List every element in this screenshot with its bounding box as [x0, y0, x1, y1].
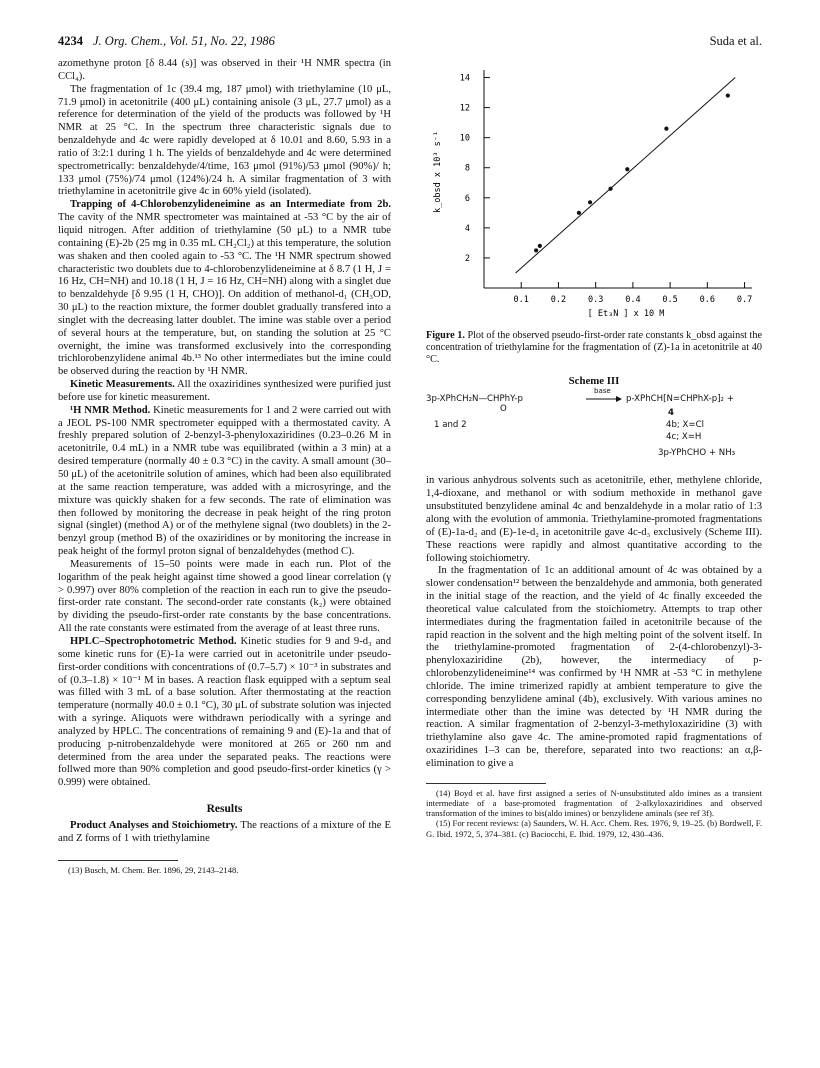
hplc-body: Kinetic studies for 9 and 9-d₃ and some kinetic runs for (E)-1a were carried out in acetonitrile under pseudo-first-order conditions with concentrations of (0.7–5.7) × 10⁻³ in substrates and of (0.3–1.8) × 10⁻¹ M in bases. A reaction flask equipped with a septum seal was filled with 3 mL of a base solution. After thermostating at the reaction temperature (normally 40.0 ± 0.1 °C), 30 μL of substrate solution was injected with a syringe. Aliquots were withdrawn periodically with a syringe and analyzed by HPLC. The concentrations of remaining 9 and (E)-1a and that of producing p-nitrobenzaldehyde were monitored at 265 or 260 nm and determined from the area under the separated peaks. The reactions were follwed more than 90% completion and good pseudo-first-order kinetics (γ > 0.999) were obtained.: [58, 635, 391, 789]
footnote-13: (13) Busch, M. Chem. Ber. 1896, 29, 2143–2148.: [68, 864, 239, 875]
kinetic-body: All the oxaziridines synthesized were purified just before use for kinetic measurement.: [58, 379, 391, 403]
y-ticks: [460, 74, 490, 264]
y-tick-label: 4: [464, 223, 470, 234]
page-number: 4234: [58, 34, 83, 48]
rate-constant-plot: [426, 60, 762, 322]
y-tick-label: 12: [459, 103, 470, 114]
x-tick-label: 0.7: [736, 295, 753, 305]
y-tick-label: 14: [459, 73, 470, 84]
footnote-15: (15) For recent reviews: (a) Saunders, W. H. Acc. Chem. Res. 1976, 9, 19–25. (b) Bordwell, F. G. Ibid. 1972, 5, 374–381. (c) Baciocchi, E. Ibid. 1979, 12, 430–436.: [426, 818, 762, 839]
scheme-oxygen: O: [500, 404, 507, 415]
figure-caption: [426, 330, 762, 367]
scheme-byproduct: 3p-YPhCHO + NH₃: [658, 448, 736, 459]
x-tick-label: 0.3: [587, 295, 604, 305]
scheme-title: Scheme III: [568, 374, 620, 387]
product-heading: Product Analyses and Stoichiometry.: [70, 819, 238, 831]
paragraph-continued: azomethyne proton [δ 8.44 (s)] was observed in their ¹H NMR spectra (in CCl₄).: [58, 58, 391, 82]
footnote-rule: [58, 860, 178, 861]
y-tick-label: 8: [464, 163, 470, 174]
figure-1: [426, 60, 762, 322]
product-body: The reactions of a mixture of the E and Z forms of 1 with triethylamine: [58, 819, 391, 844]
footnote-rule-right: [426, 783, 546, 784]
data-point: [608, 187, 612, 191]
fit-line: [516, 78, 736, 273]
data-point: [726, 93, 730, 97]
kinetic-heading: Kinetic Measurements.: [70, 379, 175, 391]
y-tick-label: 6: [464, 193, 470, 204]
left-column: [58, 58, 391, 875]
x-tick-label: 0.1: [513, 295, 529, 305]
data-points: [534, 93, 730, 252]
paragraph-hplc: [58, 636, 391, 790]
paragraph-trapping: [58, 199, 391, 379]
paragraph-right-2: In the fragmentation of 1c an additional amount of 4c was obtained by a slower condensation¹² between the benzaldehyde and ammonia, both generated in the initial stage of the reaction, and the yield of 4c finally exceeded the theoretical value calculated from the stoichiometry. Attempts to trap other intermediates during the fragmentation failed in acetonitrile because of the rapid reaction in the solvent and the high melting point of the solvent itself. In the triethylamine-promoted fragmentation of 2-(4-chlorobenzyl)-3-phenyloxaziridine (2b), however, the intermediacy of p-chlorobenzylideneimine¹⁴ was confirmed by ¹H NMR at -53 °C in methylene chloride. The imine trimerized rapidly at ambient temperature to give the corresponding benzylidene aminal (4b), exclusively. With various amines no intermediate other than the imine was detected by ¹H NMR during the reaction. A similar fragmentation of 2-benzyl-3-methyloxaziridine (3) with triethylamine also gave 4c. The amine-promoted rapid fragmentations of oxaziridines 1–3 can be, therefore, separated into two reactions: an α,β-elimination to give a: [426, 565, 762, 770]
scheme-label-4c: 4c; X=H: [666, 432, 702, 443]
x-tick-label: 0.2: [550, 295, 567, 305]
footnotes-left: [58, 865, 391, 875]
scheme-iii: [426, 387, 762, 475]
running-header: [58, 34, 762, 54]
paragraph-product-analyses: [58, 820, 391, 846]
scheme-label-4b: 4b; X=Cl: [666, 420, 705, 431]
scheme-arrow-label: base: [594, 387, 611, 396]
x-ticks: [514, 282, 753, 305]
journal-citation: J. Org. Chem., Vol. 51, No. 22, 1986: [93, 34, 275, 48]
hplc-heading: HPLC–Spectrophotometric Method.: [70, 635, 237, 647]
paragraph-right-1: in various anhydrous solvents such as acetonitrile, ether, methylene chloride, 1,4-dioxane, and methanol or with sodium methoxide in methanol gave unsubstituted benzylidene aminal 4c and benzaldehyde in a molar ratio of 1:3 along with the evolution of ammonia. Triethylamine-promoted fragmentations of (E)-1a-d₂ and (E)-1e-d₂ in acetonitrile gave 4c-d₃ exclusively (Scheme III). These reactions were rapidly and almost quantitative according to the following stoichiometry.: [426, 475, 762, 564]
x-tick-label: 0.4: [625, 295, 641, 305]
fit-line-group: [516, 78, 736, 273]
data-point: [588, 200, 592, 204]
caption-label: Figure 1.: [426, 330, 465, 341]
scheme-arrow: [586, 396, 622, 402]
paragraph-measurements: Measurements of 15–50 points were made in each run. Plot of the logarithm of the peak height against time showed a good linear correlation (γ > 0.997) over 80% completion of the reaction in each run to give the pseudo-first-order rate constant. The second-order rate constants (k₂) were obtained by dividing the pseudo-first-order rate constants by the base concentrations. All the rate constants were estimated from the average of at least three runs.: [58, 558, 391, 635]
y-tick-label: 10: [459, 133, 470, 144]
paragraph-nmr-method: [58, 405, 391, 559]
data-point: [664, 127, 668, 131]
data-point: [577, 211, 581, 215]
scheme-substrate-label: 1 and 2: [434, 420, 467, 431]
y-axis-label: k_obsd x 10³ s⁻¹: [433, 131, 443, 213]
paragraph-fragmentation: The fragmentation of 1c (39.4 mg, 187 μmol) with triethylamine (10 μL, 71.9 μmol) in acetonitrile (400 μL) containing anisole (3 μL, 27.7 μmol) as a reference for determination of the yield of the products was followed by ¹H NMR at 25 °C. In the spectrum three characteristic signals due to benzaldehyde and 4c were rapidly developed at δ 10.01 and 8.60, 5.93 in a ratio of 3:2:1 during 1 h. The yields of benzaldehyde and 4c were determined spectrometrically: benzaldehyde/4/time, 163 μmol (91%)/53 μmol (90%)/ h; 133 μmol (75%)/74 μmol (124%)/24 h. A similar fragmentation of 3 with triethylamine in acetonitrile give 4c in 60% yield (isolated).: [58, 83, 391, 198]
footnotes-right: [426, 788, 762, 839]
y-tick-label: 2: [464, 253, 470, 264]
nmr-heading: ¹H NMR Method.: [70, 404, 151, 416]
plot-axes: [484, 70, 752, 288]
paragraph-kinetic: [58, 379, 391, 405]
footnote-14: (14) Boyd et al. have first assigned a series of N-unsubstituted aldo imines as a transient intermediate of a base-promoted fragmentation of 2-alkyloxaziridines and observed transformation of the imines to bis(aldo imines) or benzylidene aminals (see ref 3f).: [426, 787, 762, 819]
trapping-heading: Trapping of 4-Chlorobenzylideneimine as an Intermediate from 2b.: [70, 199, 391, 211]
data-point: [625, 167, 629, 171]
scheme-label-4: 4: [668, 408, 674, 419]
scheme-product: p-XPhCH[N=CHPhX-p]₂ +: [626, 394, 734, 405]
results-heading: Results: [206, 803, 243, 816]
caption-text: Plot of the observed pseudo-first-order rate constants k_obsd against the concentration of triethylamine for the fragmentation of (Z)-1a in acetonitrile at 40 °C.: [426, 330, 762, 366]
scheme-reactant: 3p-XPhCH₂N—CHPhY-p: [426, 394, 523, 405]
nmr-body: Kinetic measurements for 1 and 2 were carried out with a JEOL PS-100 NMR spectrometer equipped with a thermostated cavity. A freshly prepared solution of 2-benzyl-3-phenyloxaziridines (0.23–0.26 M in acetonitrile, 0.4 mL) in a NMR tube was equilibrated (within a 3 min) at a desired temperature (normally 40 ± 0.3 °C) in the cavity. A small amount (30–50 μL) of the acetonitrile solution of amines, which had been also equilibrated at the same reaction temperature, was added with a microsyringe, and the mixture was quickly shaken for a few seconds. The rate of elimination was then followed by monitoring the decrease in peak height of the ring proton signal (singlet) (method A) or of the methylene signal (two doublets) in the 2-benzyl group (method B) of the oxaziridines or by monitoring the increase in peak height of the formyl proton signal of benzaldehydes (method C).: [58, 404, 391, 558]
x-axis-label: [ Et₃N ] x 10 M: [587, 309, 665, 319]
right-column: [426, 60, 762, 839]
data-point: [534, 248, 538, 252]
x-tick-label: 0.6: [699, 295, 716, 305]
running-authors: Suda et al.: [709, 34, 762, 48]
x-tick-label: 0.5: [662, 295, 678, 305]
trapping-body: The cavity of the NMR spectrometer was maintained at -53 °C by the air of liquid nitrogen. After addition of triethylamine (50 μL) to a NMR tube containing (E)-2b (25 mg in 0.35 mL CH₂Cl₂) at this temperature, the solution was shaken and then cooled again to -53 °C. The ¹H NMR spectrum showed characteristic two doublets due to 4-chlorobenzylideneimine at δ 8.7 (1 H, J = 16 Hz, CH=NH) and 10.18 (1 H, J = 16 Hz, CH=NH) along with a singlet due to benzaldehyde [δ 9.95 (1 H, CHO)]. On addition of methanol-d₁ (CH₃OD, 30 μL) to the reaction mixture, the former doublet gradually transfered into a singlet with the decreasing latter doublet. The imine was stable over a period of several hours at the temperature, but, on standing the solution at 25 °C overnight, the imine was transformed exclusively into the corresponding trichlorobenzylidene animal 4b.¹³ No other intermediates but the imine could be observed during the reaction by ¹H NMR.: [58, 212, 391, 378]
data-point: [538, 244, 542, 248]
